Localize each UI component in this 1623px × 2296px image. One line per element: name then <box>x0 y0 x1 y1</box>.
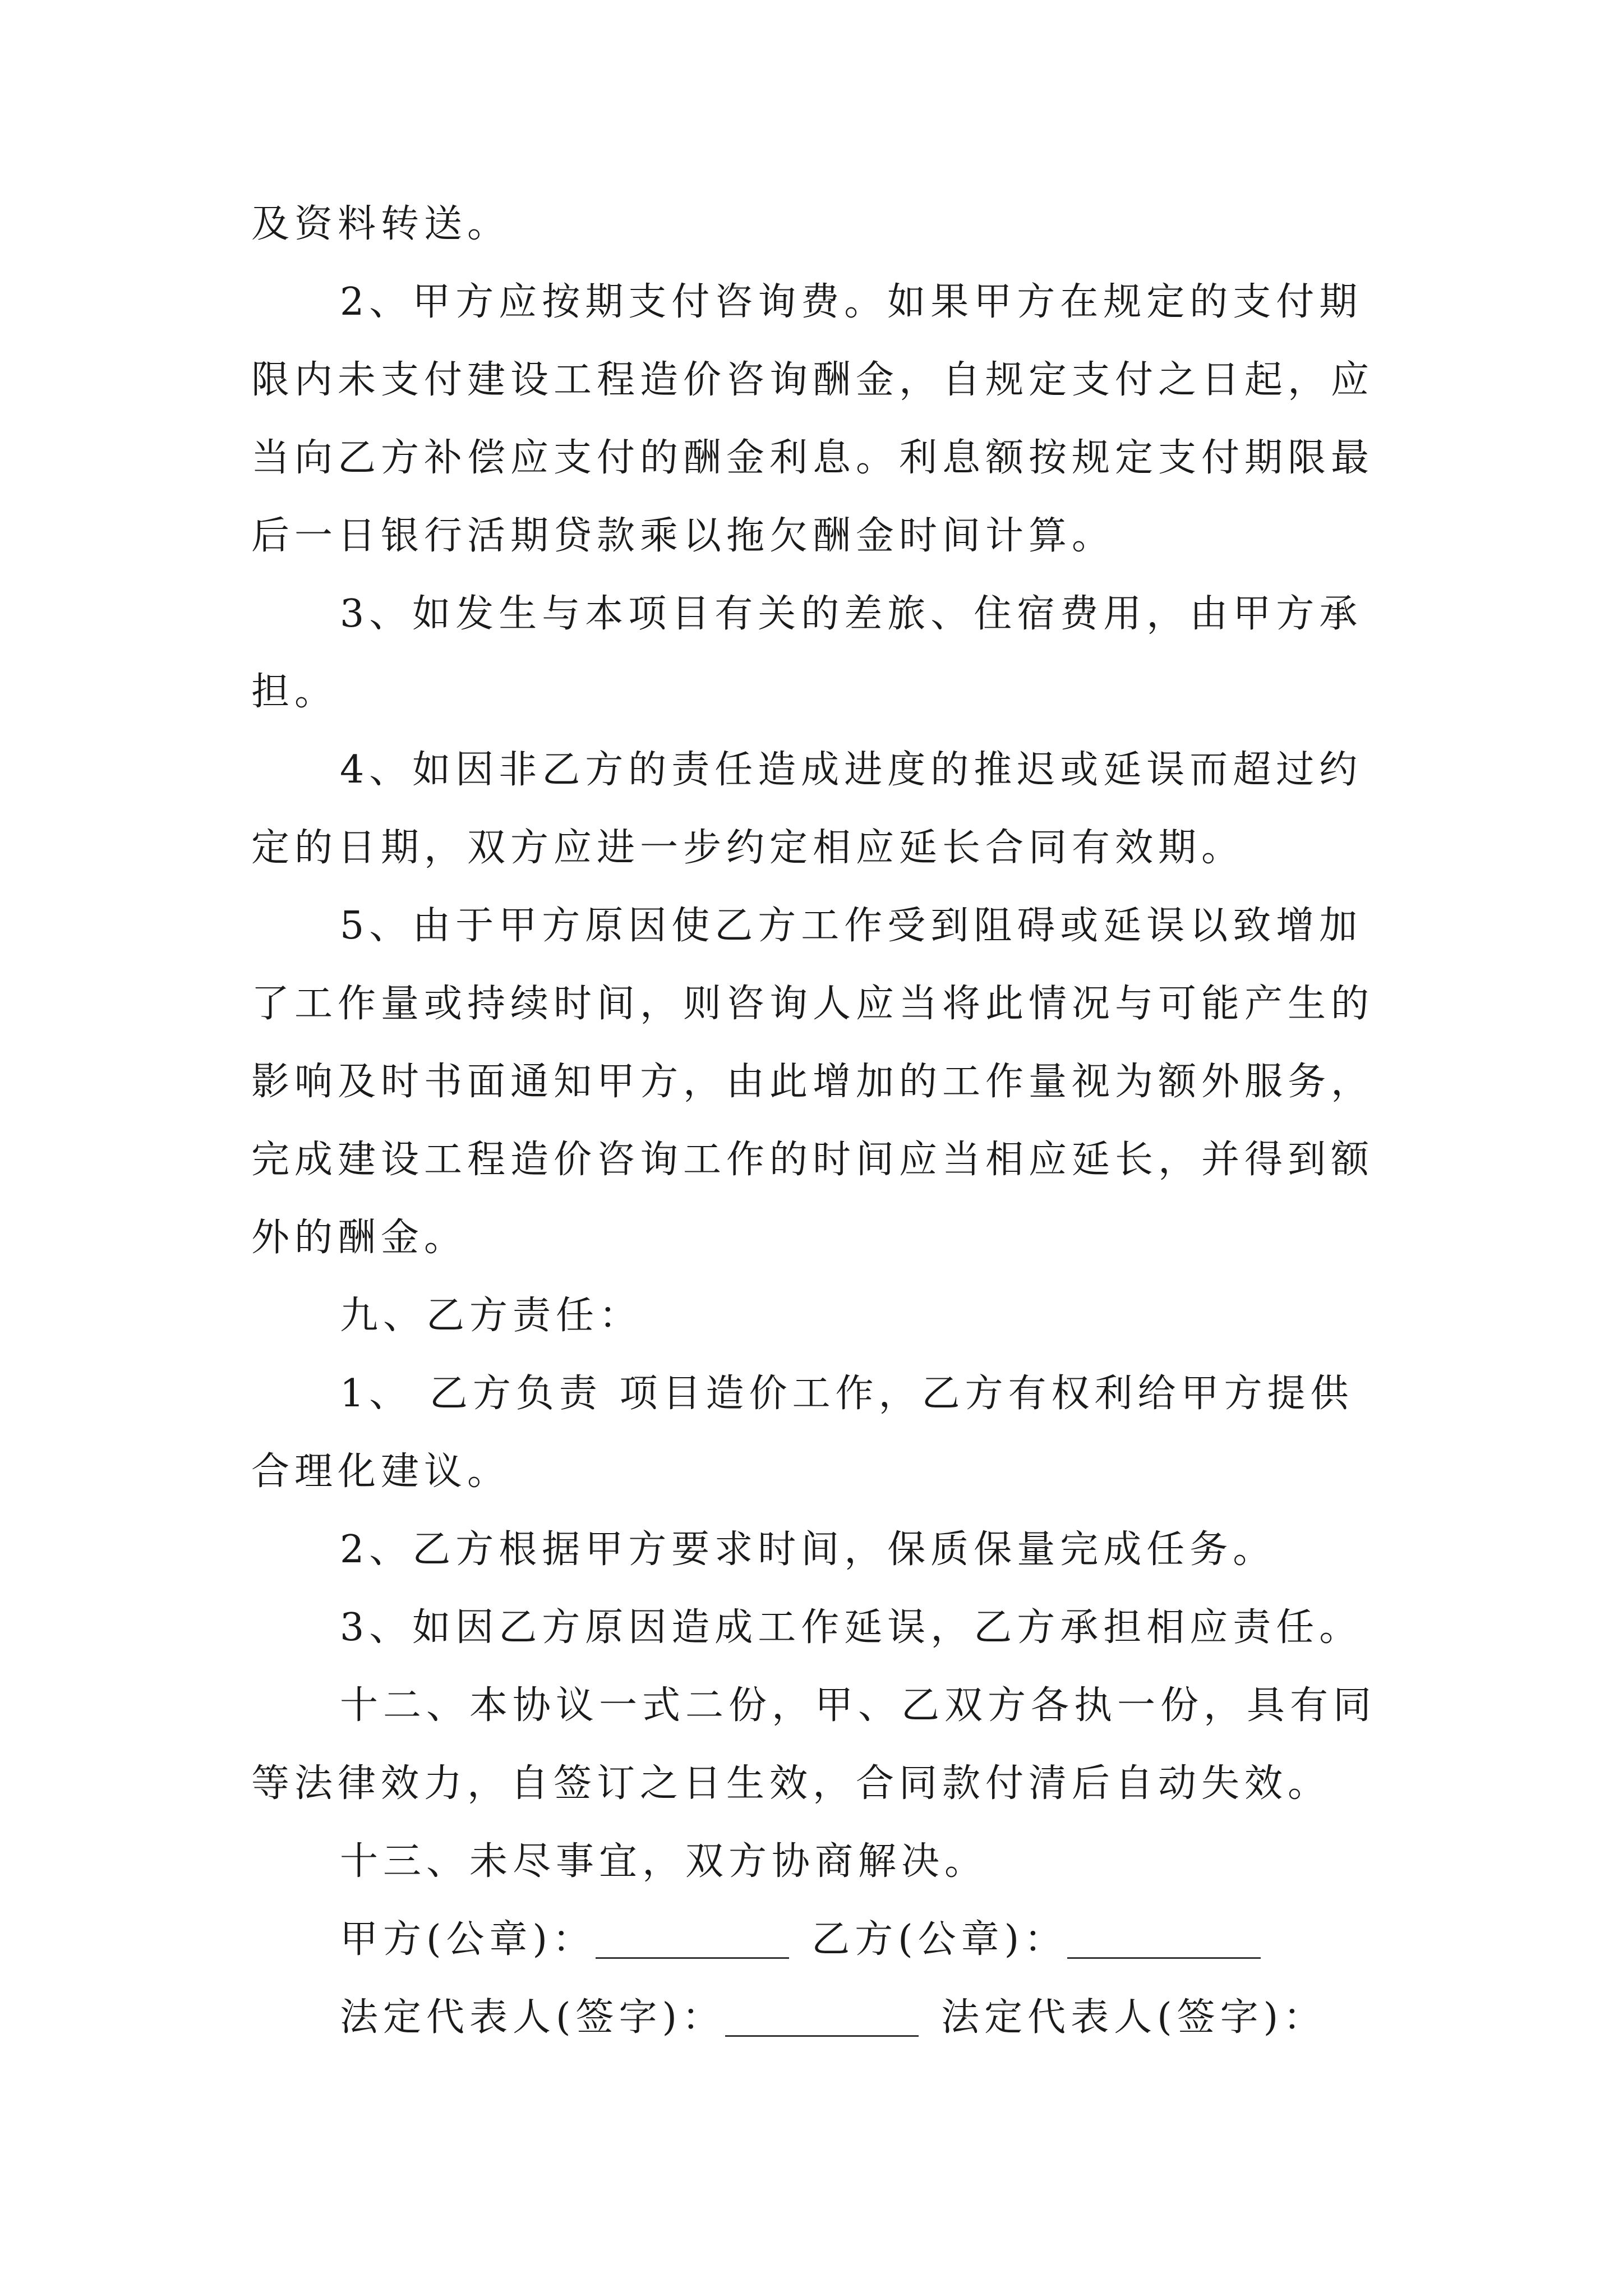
paragraph-line: 当向乙方补偿应支付的酬金利息。利息额按规定支付期限最 <box>251 436 1375 480</box>
seal-signature-row <box>251 1901 1386 1978</box>
paragraph-line: 了工作量或持续时间，则咨询人应当将此情况与可能产生的 <box>251 982 1375 1026</box>
paragraph-line: 后一日银行活期贷款乘以拖欠酬金时间计算。 <box>251 514 1115 558</box>
paragraph-line: 2、甲方应按期支付咨询费。如果甲方在规定的支付期 <box>340 280 1363 324</box>
paragraph-line: 担。 <box>251 670 338 714</box>
legal-rep-a-label: 法定代表人(签字)： <box>340 1995 726 2040</box>
paragraph-line: 十二、本协议一式二份，甲、乙双方各执一份，具有同 <box>340 1683 1377 1728</box>
legal-rep-a-blank[interactable] <box>725 1996 919 2037</box>
party-b-seal-label: 乙方(公章)： <box>811 1917 1068 1962</box>
paragraph-line: 限内未支付建设工程造价咨询酬金，自规定支付之日起，应 <box>251 358 1375 402</box>
paragraph-line: 2、乙方根据甲方要求时间，保质保量完成任务。 <box>340 1527 1276 1572</box>
paragraph-line: 1、 乙方负责 项目造价工作，乙方有权利给甲方提供 <box>340 1372 1354 1416</box>
paragraph-line: 等法律效力，自签订之日生效，合同款付清后自动失效。 <box>251 1761 1331 1806</box>
paragraph-line: 定的日期，双方应进一步约定相应延长合同有效期。 <box>251 826 1245 870</box>
paragraph-line: 影响及时书面通知甲方，由此增加的工作量视为额外服务， <box>251 1060 1375 1104</box>
document-body <box>251 185 1386 2056</box>
paragraph-line: 3、如因乙方原因造成工作延误，乙方承担相应责任。 <box>340 1605 1363 1650</box>
paragraph-line: 合理化建议。 <box>251 1450 511 1494</box>
paragraph-line: 5、由于甲方原因使乙方工作受到阻碍或延误以致增加 <box>340 904 1363 948</box>
paragraph-line: 十三、未尽事宜，双方协商解决。 <box>340 1839 988 1884</box>
paragraph-line: 4、如因非乙方的责任造成进度的推迟或延误而超过约 <box>340 748 1363 792</box>
legal-rep-b-label: 法定代表人(签字)： <box>941 1995 1327 2040</box>
paragraph-line: 外的酬金。 <box>251 1216 468 1260</box>
paragraph-line: 完成建设工程造价咨询工作的时间应当相应延长，并得到额 <box>251 1138 1375 1182</box>
paragraph-line: 及资料转送。 <box>251 202 511 246</box>
party-a-seal-label: 甲方(公章)： <box>340 1917 596 1962</box>
section-heading: 九、乙方责任： <box>340 1294 643 1338</box>
legal-rep-signature-row <box>251 1978 1386 2056</box>
paragraph-line: 3、如发生与本项目有关的差旅、住宿费用，由甲方承 <box>340 592 1363 636</box>
party-b-seal-blank[interactable] <box>1067 1918 1261 1959</box>
party-a-seal-blank[interactable] <box>596 1918 789 1959</box>
